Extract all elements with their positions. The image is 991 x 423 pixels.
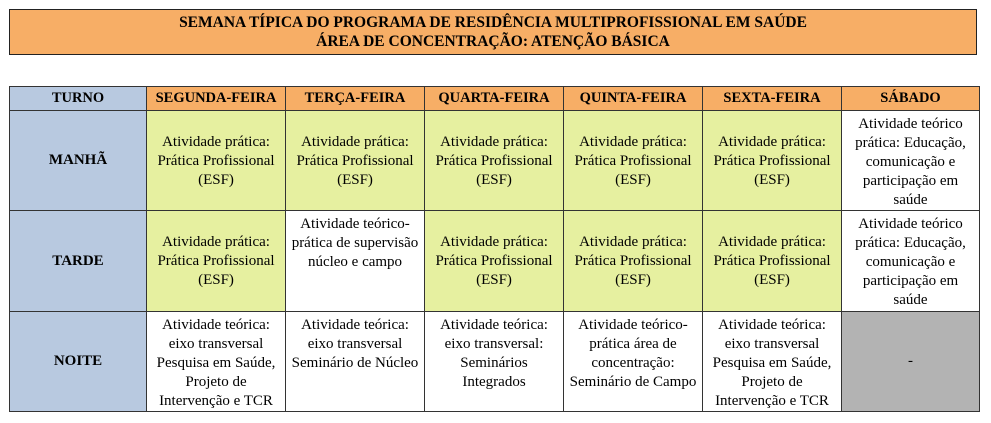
cell-tarde-quinta: Atividade prática: Prática Profissional (ESF)	[564, 211, 703, 311]
cell-noite-quarta: Atividade teórica: eixo transversal: Seminários Integrados	[425, 311, 564, 411]
title-line-2: ÁREA DE CONCENTRAÇÃO: ATENÇÃO BÁSICA	[316, 33, 670, 50]
shift-label-noite: NOITE	[10, 311, 147, 411]
column-header-segunda: SEGUNDA-FEIRA	[147, 87, 286, 111]
cell-tarde-terca: Atividade teórico-prática de supervisão núcleo e campo	[286, 211, 425, 311]
column-header-quinta: QUINTA-FEIRA	[564, 87, 703, 111]
cell-manha-terca: Atividade prática: Prática Profissional (ESF)	[286, 111, 425, 211]
cell-manha-sexta: Atividade prática: Prática Profissional (ESF)	[703, 111, 842, 211]
cell-tarde-quarta: Atividade prática: Prática Profissional (ESF)	[425, 211, 564, 311]
cell-manha-quinta: Atividade prática: Prática Profissional (ESF)	[564, 111, 703, 211]
table-row-noite	[10, 311, 980, 411]
cell-noite-sexta: Atividade teórica: eixo transversal Pesquisa em Saúde, Projeto de Intervenção e TCR	[703, 311, 842, 411]
table-row-manha	[10, 111, 980, 211]
cell-manha-segunda: Atividade prática: Prática Profissional (ESF)	[147, 111, 286, 211]
column-header-quarta: QUARTA-FEIRA	[425, 87, 564, 111]
weekly-schedule-table	[9, 86, 980, 412]
cell-noite-terca: Atividade teórica: eixo transversal Seminário de Núcleo	[286, 311, 425, 411]
cell-tarde-sabado: Atividade teórico prática: Educação, comunicação e participação em saúde	[842, 211, 980, 311]
title-line-1: SEMANA TÍPICA DO PROGRAMA DE RESIDÊNCIA MULTIPROFISSIONAL EM SAÚDE	[179, 14, 807, 31]
column-header-terca: TERÇA-FEIRA	[286, 87, 425, 111]
column-header-sabado: SÁBADO	[842, 87, 980, 111]
cell-noite-sabado: -	[842, 311, 980, 411]
column-header-turno: TURNO	[10, 87, 147, 111]
cell-noite-quinta: Atividade teórico-prática área de concentração: Seminário de Campo	[564, 311, 703, 411]
shift-label-manha: MANHÃ	[10, 111, 147, 211]
table-row-tarde	[10, 211, 980, 311]
cell-tarde-sexta: Atividade prática: Prática Profissional (ESF)	[703, 211, 842, 311]
document-title	[9, 9, 977, 55]
shift-label-tarde: TARDE	[10, 211, 147, 311]
table-header-row	[10, 87, 980, 111]
cell-tarde-segunda: Atividade prática: Prática Profissional (ESF)	[147, 211, 286, 311]
column-header-sexta: SEXTA-FEIRA	[703, 87, 842, 111]
cell-manha-quarta: Atividade prática: Prática Profissional (ESF)	[425, 111, 564, 211]
cell-noite-segunda: Atividade teórica: eixo transversal Pesquisa em Saúde, Projeto de Intervenção e TCR	[147, 311, 286, 411]
cell-manha-sabado: Atividade teórico prática: Educação, comunicação e participação em saúde	[842, 111, 980, 211]
